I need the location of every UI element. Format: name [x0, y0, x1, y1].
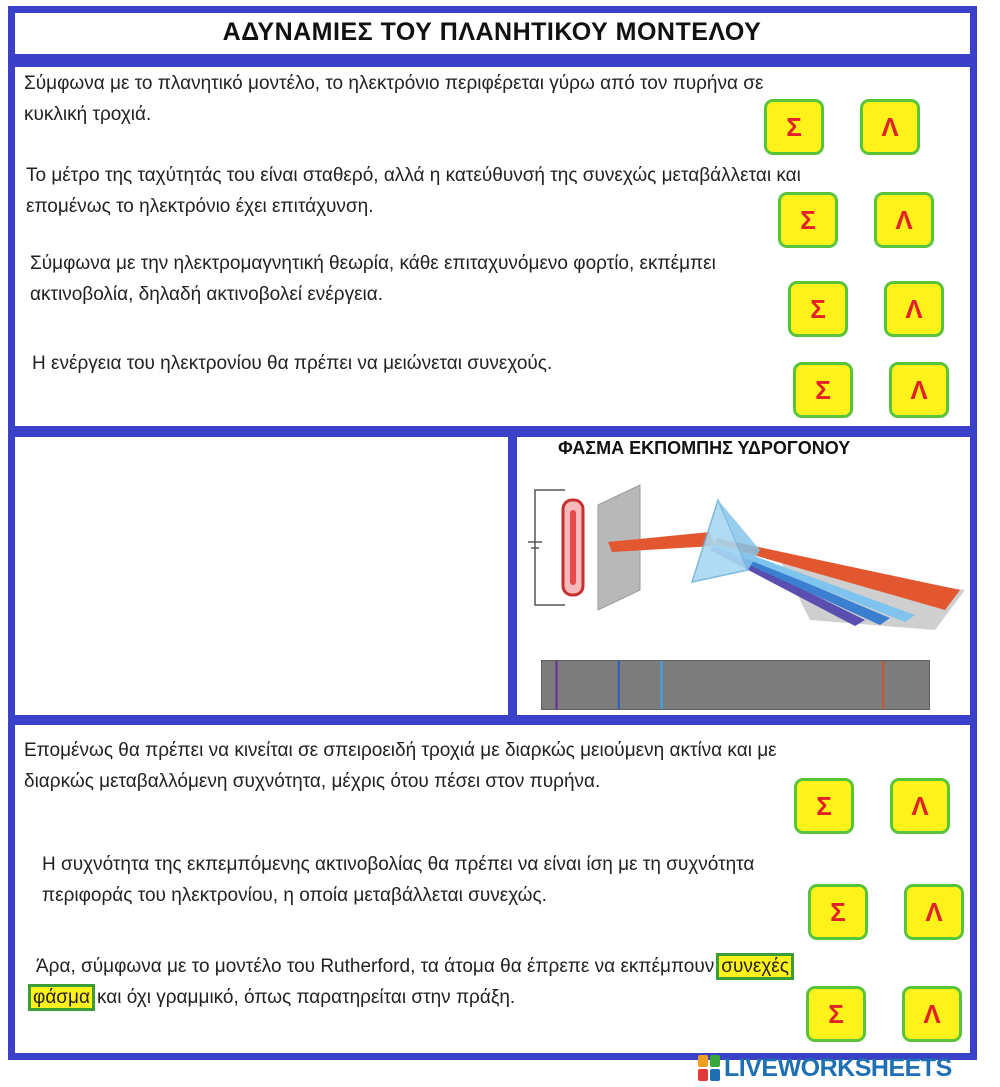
false-button-2[interactable]: Λ — [874, 192, 934, 248]
statement-7: Άρα, σύμφωνα με το μοντέλο του Rutherford, τα άτομα θα έπρεπε να εκπέμπουν συνεχές — [36, 951, 936, 982]
true-button-5[interactable]: Σ — [794, 778, 854, 834]
hydrogen-tube-icon — [563, 500, 583, 595]
true-button-7[interactable]: Σ — [806, 986, 866, 1042]
logo-mark-icon — [698, 1055, 720, 1081]
false-button-4[interactable]: Λ — [889, 362, 949, 418]
liveworksheets-logo — [698, 1052, 998, 1084]
false-button-3[interactable]: Λ — [884, 281, 944, 337]
statement-2: Το μέτρο της ταχύτητάς του είναι σταθερό, αλλά η κατεύθυνσή της συνεχώς μεταβάλλεται και επομένως το ηλεκτρόνιο έχει επιτάχυνση. — [26, 165, 801, 217]
true-button-1[interactable]: Σ — [764, 99, 824, 155]
circuit-icon — [528, 490, 565, 605]
statement-6: Η συχνότητα της εκπεμπόμενης ακτινοβολίας θα πρέπει να είναι ίση με τη συχνότητα περιφοράς του ηλεκτρονίου, η οποία μεταβάλλεται συνεχώς. — [42, 854, 755, 906]
statement-4: Η ενέργεια του ηλεκτρονίου θα πρέπει να μειώνεται συνεχούς. — [32, 353, 553, 374]
true-button-4[interactable]: Σ — [793, 362, 853, 418]
false-button-5[interactable]: Λ — [890, 778, 950, 834]
statement-3: Σύμφωνα με την ηλεκτρομαγνητική θεωρία, κάθε επιταχυνόμενο φορτίο, εκπέμπει ακτινοβολία, δηλαδή ακτινοβολεί ενέργεια. — [30, 253, 716, 305]
true-button-2[interactable]: Σ — [778, 192, 838, 248]
prism-diagram — [520, 470, 970, 660]
false-button-1[interactable]: Λ — [860, 99, 920, 155]
false-button-7[interactable]: Λ — [902, 986, 962, 1042]
blank-continuous[interactable]: συνεχές — [716, 953, 794, 980]
false-button-6[interactable]: Λ — [904, 884, 964, 940]
true-button-6[interactable]: Σ — [808, 884, 868, 940]
blank-spectrum[interactable]: φάσμα — [28, 984, 95, 1011]
statement-7-line2: φάσμα και όχι γραμμικό, όπως παρατηρείται στην πράξη. — [26, 982, 515, 1013]
spectrum-strip — [541, 660, 930, 710]
true-button-3[interactable]: Σ — [788, 281, 848, 337]
statement-1: Σύμφωνα με το πλανητικό μοντέλο, το ηλεκτρόνιο περιφέρεται γύρω από τον πυρήνα σε κυκλική τροχιά. — [24, 73, 764, 125]
statement-5: Επομένως θα πρέπει να κινείται σε σπειροειδή τροχιά με διαρκώς μειούμενη ακτίνα και με διαρκώς μεταβαλλόμενη συχνότητα, μέχρις ότου πέσει στον πυρήνα. — [24, 740, 777, 792]
page-title: ΑΔΥΝΑΜΙΕΣ ΤΟΥ ΠΛΑΝΗΤΙΚΟΥ ΜΟΝΤΕΛΟΥ — [222, 17, 762, 46]
watermark-text: LIVEWORKSHEETS — [724, 1053, 952, 1082]
empty-panel-frame — [8, 430, 515, 722]
spectrum-title: ΦΑΣΜΑ ΕΚΠΟΜΠΗΣ ΥΔΡΟΓΟΝΟΥ — [558, 438, 851, 458]
